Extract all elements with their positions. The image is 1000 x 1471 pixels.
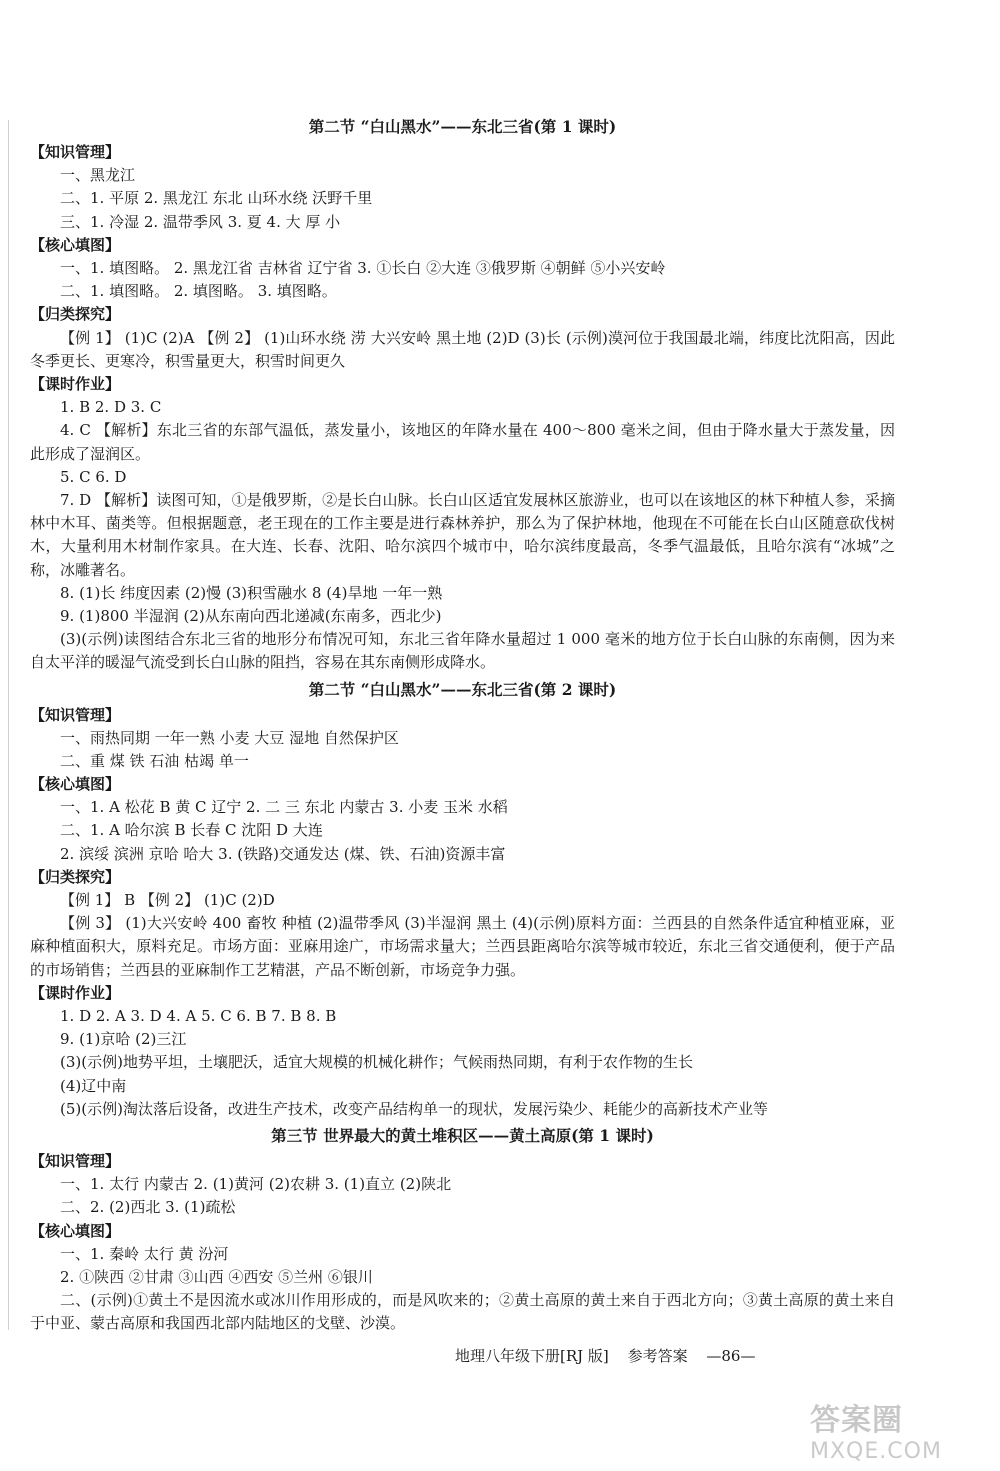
answer-line: 一、黑龙江 — [60, 166, 136, 185]
answer-line: 一、雨热同期 一年一熟 小麦 大豆 湿地 自然保护区 — [60, 728, 399, 747]
answer-page — [30, 112, 895, 1336]
answer-line: 一、1. 填图略。 2. 黑龙江省 吉林省 辽宁省 3. ①长白 ②大连 ③俄罗斯 ④朝鲜 ⑤小兴安岭 — [60, 258, 666, 277]
block-header: 【知识管理】 — [30, 1151, 121, 1170]
answer-paragraph: 【例 1】 B 【例 2】 (1)C (2)D — [60, 891, 275, 910]
block-header: 【核心填图】 — [30, 235, 121, 254]
answer-paragraph: (3)(示例)读图结合东北三省的地形分布情况可知，东北三省年降水量超过 1 000 毫米的地方位于长白山脉的东南侧，因为来自太平洋的暖湿气流受到长白山脉的阻挡，容易在其东南侧形成降水。 — [30, 630, 895, 672]
watermark-url: MXQE.COM — [810, 1439, 942, 1464]
answer-line: 二、1. A 哈尔滨 B 长春 C 沈阳 D 大连 — [60, 821, 323, 840]
answer-paragraph: 7. D 【解析】读图可知，①是俄罗斯，②是长白山脉。长白山区适宜发展林区旅游业，也可以在该地区的林下种植人参，采摘林中木耳、菌类等。但根据题意，老王现在的工作主要是进行森林养护，那么为了保护林地，他现在不可能在长白山区随意砍伐树木，大量利用木材制作家具。在大连、长春、沈阳、哈尔滨四个城市中，哈尔滨纬度最高，冬季气温最低，且哈尔滨有“冰城”之称，冰雕著名。 — [30, 490, 895, 579]
answer-line: 二、1. 填图略。 2. 填图略。 3. 填图略。 — [60, 282, 337, 301]
answer-line: (4)辽中南 — [60, 1076, 127, 1095]
footer-label: 参考答案 — [627, 1347, 688, 1365]
answer-paragraph: 4. C 【解析】东北三省的东部气温低，蒸发量小，该地区的年降水量在 400～800 毫米之间，但由于降水量大于蒸发量，因此形成了湿润区。 — [30, 421, 895, 463]
block-header: 【知识管理】 — [30, 143, 121, 161]
answer-line: 2. ①陕西 ②甘肃 ③山西 ④西安 ⑤兰州 ⑥银川 — [60, 1267, 373, 1286]
answer-paragraph: 【例 3】 (1)大兴安岭 400 畜牧 种植 (2)温带季风 (3)半湿润 黑土 (4)(示例)原料方面：兰西县的自然条件适宜种植亚麻，亚麻种植面积大，原料充足。市场方面：亚麻用途广，市场需求量大；兰西县距离哈尔滨等城市较近，东北三省交通便利，便于产品的市场销售；兰西县的亚麻制作工艺精湛，产品不断创新，市场竞争力强。 — [30, 914, 895, 979]
answer-line: 一、1. A 松花 B 黄 C 辽宁 2. 二 三 东北 内蒙古 3. 小麦 玉米 水稻 — [60, 798, 508, 817]
answer-line: 二、1. 平原 2. 黑龙江 东北 山环水绕 沃野千里 — [60, 189, 373, 208]
answer-line: (3)(示例)地势平坦，土壤肥沃，适宜大规模的机械化耕作；气候雨热同期，有利于农作物的生长 — [60, 1053, 693, 1072]
answer-line: 二、2. (2)西北 3. (1)疏松 — [60, 1198, 236, 1217]
section-title: 第二节 “白山黑水”——东北三省(第 2 课时) — [308, 679, 617, 699]
answer-line: 一、1. 秦岭 太行 黄 汾河 — [60, 1244, 229, 1263]
page-footer — [455, 1345, 769, 1366]
answer-line: 三、1. 冷湿 2. 温带季风 3. 夏 4. 大 厚 小 — [60, 212, 341, 231]
answer-line: 一、1. 太行 内蒙古 2. (1)黄河 (2)农耕 3. (1)直立 (2)陕北 — [60, 1175, 452, 1194]
answer-paragraph: 5. C 6. D — [60, 467, 127, 486]
block-header: 【归类探究】 — [30, 305, 121, 324]
section-title: 第三节 世界最大的黄土堆积区——黄土高原(第 1 课时) — [271, 1125, 654, 1145]
page-margin-line — [8, 120, 9, 1330]
answer-paragraph: 二、(示例)①黄土不是因流水或冰川作用形成的，而是风吹来的；②黄土高原的黄土来自于西北方向；③黄土高原的黄土来自于中亚、蒙古高原和我国西北部内陆地区的戈壁、沙漠。 — [30, 1291, 895, 1333]
block-header: 【课时作业】 — [30, 374, 121, 393]
block-header: 【核心填图】 — [30, 1221, 121, 1240]
block-header: 【课时作业】 — [30, 983, 121, 1002]
section-title: 第二节 “白山黑水”——东北三省(第 1 课时) — [308, 117, 617, 136]
answer-paragraph: 9. (1)800 半湿润 (2)从东南向西北递减(东南多，西北少) — [60, 606, 442, 625]
footer-subject: 地理八年级下册[RJ 版] — [455, 1347, 609, 1365]
answer-line: 2. 滨绥 滨洲 京哈 哈大 3. (铁路)交通发达 (煤、铁、石油)资源丰富 — [60, 844, 506, 863]
answer-paragraph: 【例 1】 (1)C (2)A 【例 2】 (1)山环水绕 涝 大兴安岭 黑土地 (2)D (3)长 (示例)漠河位于我国最北端，纬度比沈阳高，因此冬季更长、更寒冷，积雪量更大，积雪时间更久 — [30, 328, 895, 370]
block-header: 【核心填图】 — [30, 775, 121, 794]
answer-line: 9. (1)京哈 (2)三江 — [60, 1030, 187, 1049]
block-header: 【归类探究】 — [30, 867, 121, 886]
watermark-logo — [810, 1395, 980, 1465]
watermark-text: 答案圈 — [810, 1403, 903, 1438]
footer-page-number: —86— — [706, 1347, 756, 1365]
answer-paragraph: 1. B 2. D 3. C — [60, 398, 162, 417]
answer-line: 1. D 2. A 3. D 4. A 5. C 6. B 7. B 8. B — [60, 1007, 337, 1026]
answer-line: 二、重 煤 铁 石油 枯竭 单一 — [60, 751, 249, 770]
block-header: 【知识管理】 — [30, 705, 121, 724]
answer-line: (5)(示例)淘汰落后设备，改进生产技术，改变产品结构单一的现状，发展污染少、耗能少的高新技术产业等 — [60, 1099, 768, 1118]
answer-paragraph: 8. (1)长 纬度因素 (2)慢 (3)积雪融水 8 (4)旱地 一年一熟 — [60, 583, 443, 602]
